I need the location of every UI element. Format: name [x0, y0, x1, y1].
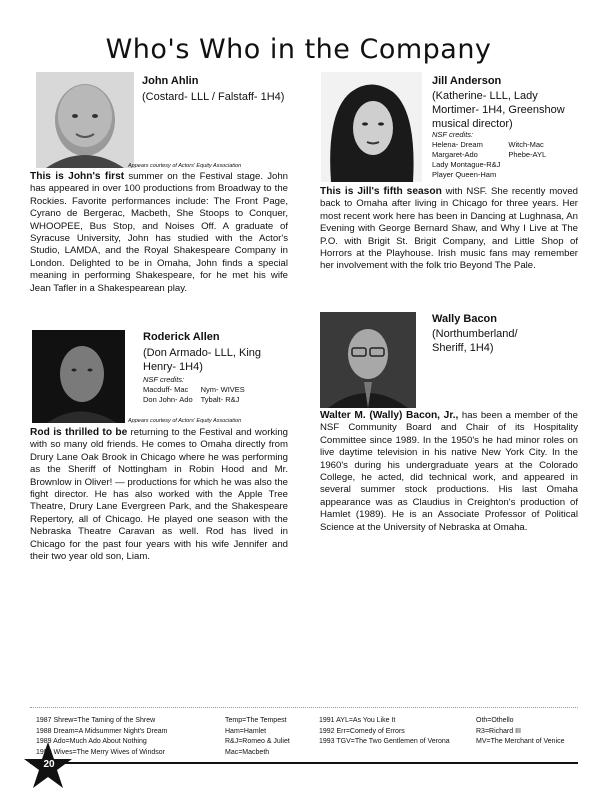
credits-row	[432, 160, 554, 170]
credit: Phebe-AYL	[508, 150, 547, 159]
legend-entry: 1990 Wives=The Merry Wives of Windsor	[36, 748, 165, 756]
credits-table	[432, 140, 554, 180]
bio-text: has been a member of the NSF Community Board and Chair of its Hospitality Committee since 1989. In the 1950's he had minor roles on live daytime television in his native New York City. In the 1960's during his undergraduate years at the Colorado College, he acted, did technical work, and appeared in several summer stock productions. His last Omaha appearance was as Claudius in Creighton's production of Hamlet (1989). He is an Associate Professor of Political Science at the University of Nebraska at Omaha.	[320, 410, 578, 533]
credit: Macduff- Mac	[143, 385, 189, 394]
credit: Player Queen-Ham	[432, 170, 497, 179]
credit	[508, 170, 554, 180]
member-role-wally-bacon: (Northumberland/ Sheriff, 1H4)	[432, 328, 518, 354]
headshot-wally-bacon	[320, 312, 416, 408]
member-role-john-ahlin: (Costard- LLL / Falstaff- 1H4)	[142, 91, 285, 103]
member-bio-jill-anderson	[320, 186, 578, 273]
legend-entry: 1992 Err=Comedy of Errors	[319, 727, 405, 735]
legend-column-3	[319, 716, 450, 748]
member-name-roderick-allen: Roderick Allen	[143, 331, 220, 343]
credit: Tybalt- R&J	[200, 395, 240, 404]
bio-lead: Rod is thrilled to be	[30, 427, 128, 438]
legend-entry: Mac=Macbeth	[225, 748, 270, 756]
headshot-roderick-allen	[32, 330, 125, 423]
credit: Witch-Mac	[508, 140, 544, 149]
credits-heading: NSF credits:	[143, 375, 185, 384]
credits-heading: NSF credits:	[432, 130, 474, 139]
credits-table	[143, 385, 253, 405]
nsf-credits-roderick-allen	[143, 375, 253, 405]
legend-entry: 1989 Ado=Much Ado About Nothing	[36, 738, 147, 745]
legend-entry: Oth=Othello	[476, 717, 514, 724]
equity-note-john-ahlin: Appears courtesy of Actors' Equity Association	[128, 163, 242, 169]
credits-row	[143, 385, 253, 395]
legend-entry: Ham=Hamlet	[225, 727, 267, 735]
bio-lead: This is John's first	[30, 171, 125, 182]
legend-entry: 1988 Dream=A Midsummer Night's Dream	[36, 727, 168, 735]
bio-lead: Walter M. (Wally) Bacon, Jr.,	[320, 410, 459, 421]
credit: Nym- WIVES	[200, 385, 245, 394]
member-role-roderick-allen: (Don Armado- LLL, King Henry- 1H4)	[143, 347, 262, 373]
legend-entry: 1987 Shrew=The Taming of the Shrew	[36, 717, 156, 724]
member-name-jill-anderson: Jill Anderson	[432, 75, 502, 87]
credit: Don John- Ado	[143, 395, 193, 404]
legend-column-2	[225, 716, 290, 758]
legend-entry: MV=The Merchant of Venice	[476, 738, 565, 745]
legend-column-4	[476, 716, 565, 748]
nsf-credits-jill-anderson	[432, 130, 554, 180]
legend-entry: R3=Richard III	[476, 727, 521, 735]
credits-row	[432, 150, 554, 160]
equity-note-roderick-allen: Appears courtesy of Actors' Equity Association	[128, 418, 242, 424]
credit: Lady Montague-R&J	[432, 160, 501, 169]
credits-row	[432, 170, 554, 180]
member-bio-roderick-allen	[30, 427, 288, 563]
member-name-wally-bacon: Wally Bacon	[432, 313, 497, 325]
legend-entry: Temp=The Tempest	[225, 717, 287, 724]
legend-entry: R&J=Romeo & Juliet	[225, 738, 290, 745]
headshot-john-ahlin	[36, 72, 134, 168]
member-name-john-ahlin: John Ahlin	[142, 75, 199, 87]
member-role-jill-anderson: (Katherine- LLL, Lady Mortimer- 1H4, Greenshow musical director)	[432, 90, 565, 130]
bio-lead: This is Jill's fifth season	[320, 186, 442, 197]
footer-rule	[30, 762, 578, 764]
credit: Helena- Dream	[432, 140, 483, 149]
credit: Margaret-Ado	[432, 150, 478, 159]
member-bio-john-ahlin	[30, 171, 288, 295]
legend-entry: 1993 TGV=The Two Gentlemen of Verona	[319, 738, 450, 745]
bio-text: with NSF. She recently moved back to Omaha after living in Chicago for three years. Her most recent work here has been in Dancing at Lughnasa, An Evening with George Bernard Shaw, and Why I Live at The P.O. with Brigit St. Brigit Company, and Little Shop of Horrors at the Playhouse. Irish music fans may remember her involvement with the folk trio Beyond The Pale.	[320, 186, 578, 272]
credit	[508, 160, 554, 170]
legend-entry: 1991 AYL=As You Like It	[319, 717, 396, 724]
headshot-jill-anderson	[321, 72, 422, 182]
bio-text: summer on the Festival stage. John has appeared in over 100 productions from Broadway to the Rockies. Favorite performances include: The Front Page, Cyrano de Bergerac, Macbeth, She Stoops to Conquer, WHOOPEE, Bus Stop, and Noises Off. A graduate of Syracuse University, John has studied with the Actor's Studio, LAMDA, and the Royal Shakespeare Company in London. Delighted to be in Omaha, John finds a special meaning in performing Shakespeare, for he met his wife Jean Tafler in a Shakespearean play.	[30, 171, 288, 294]
footer-dotted-rule	[30, 707, 578, 708]
page-number: 20	[43, 759, 55, 770]
credits-row	[432, 140, 554, 150]
credits-row	[143, 395, 253, 405]
bio-text: returning to the Festival and working with so many old friends. He comes to Omaha directly from Drury Lane Oak Brook in Chicago where he was performing as the Sheriff of Nottingham in Robin Hood and Mr. Brownlow in Oliver! — productions for which he was also the fight director. He has also worked with the Apple Tree Theatre, Drury Lane Evergreen Park, and the Shakespeare Repertory, all of Chicago. He played one season with the Nebraska Theatre Caravan as well. Rod has lived in Chicago for the past four years with his wife Jennifer and their two year old son, Liam.	[30, 427, 288, 563]
member-bio-wally-bacon	[320, 410, 578, 534]
page-title: Who's Who in the Company	[105, 34, 492, 65]
